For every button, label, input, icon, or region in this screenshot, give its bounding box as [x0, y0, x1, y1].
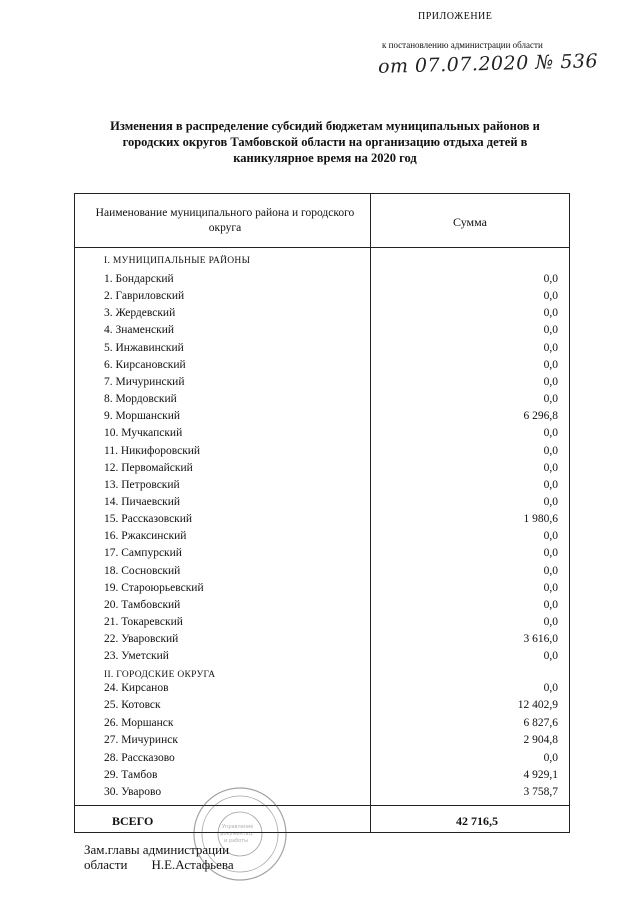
row-name: 1. Бондарский [104, 273, 174, 285]
row-value: 1 980,6 [523, 513, 558, 526]
signatory-position: Зам.главы администрации [84, 842, 230, 857]
table-row [74, 393, 570, 410]
signatory-name: Н.Е.Астафьева [151, 857, 234, 872]
total-label: ВСЕГО [112, 814, 154, 828]
row-value: 0,0 [543, 751, 558, 764]
table-row [74, 682, 570, 699]
row-name: 10. Мучкапский [104, 427, 183, 440]
table-row [74, 496, 570, 513]
row-value: 0,0 [543, 393, 558, 406]
row-value: 3 616,0 [523, 633, 558, 646]
table-row [74, 599, 570, 616]
row-value: 0,0 [543, 307, 558, 320]
row-name: 29. Тамбов [104, 769, 158, 781]
row-value: 0,0 [543, 530, 558, 543]
total-divider [74, 805, 570, 806]
row-name: 12. Первомайский [104, 461, 193, 474]
total-value: 42 716,5 [456, 814, 498, 828]
row-name: 4. Знаменский [104, 324, 175, 337]
row-value: 6 827,6 [523, 716, 558, 729]
table-row [74, 530, 570, 547]
table-row [74, 324, 570, 341]
row-value: 0,0 [543, 427, 558, 440]
row-name: 14. Пичаевский [104, 495, 181, 508]
table-row [74, 479, 570, 496]
row-value: 6 296,8 [523, 410, 558, 423]
section-municipal-districts: I. МУНИЦИПАЛЬНЫЕ РАЙОНЫ [104, 256, 251, 266]
row-name: 27. Мичуринск [104, 734, 178, 747]
row-name: 6. Кирсановский [104, 358, 186, 371]
row-value: 0,0 [543, 461, 558, 474]
section-city-districts: II. ГОРОДСКИЕ ОКРУГА [104, 670, 216, 680]
signatory-position-cont: области [84, 857, 128, 872]
row-value: 3 758,7 [523, 786, 558, 799]
row-name: 25. Котовск [104, 699, 161, 712]
table-row [74, 734, 570, 751]
row-value: 12 402,9 [517, 699, 558, 712]
document-title: Изменения в распределение субсидий бюджетам муниципальных районов и городских округов Тамбовской области на организацию отдыха детей в каникулярное время на 2020 год [110, 119, 540, 165]
row-value: 0,0 [543, 324, 558, 337]
row-value: 0,0 [543, 444, 558, 457]
row-name: 21. Токаревский [104, 616, 183, 628]
row-name: 24. Кирсанов [104, 682, 169, 694]
row-name: 22. Уваровский [104, 633, 179, 646]
table-row [74, 290, 570, 307]
appendix-label: ПРИЛОЖЕНИЕ [418, 11, 493, 22]
table-row [74, 650, 570, 667]
svg-text:документац.: документац. [220, 831, 254, 837]
row-value: 4 929,1 [523, 769, 558, 781]
table-row [74, 342, 570, 359]
table-row [74, 462, 570, 479]
row-name: 18. Сосновский [104, 564, 181, 577]
table-row [74, 307, 570, 324]
table-row [74, 547, 570, 564]
row-name: 11. Никифоровский [104, 444, 201, 457]
table-row [74, 633, 570, 650]
row-value: 0,0 [543, 341, 558, 354]
row-name: 19. Староюрьевский [104, 581, 204, 594]
row-name: 23. Уметский [104, 650, 169, 663]
row-name: 28. Рассказово [104, 751, 175, 764]
row-name: 8. Мордовский [104, 393, 177, 406]
row-value: 0,0 [543, 290, 558, 303]
table-row [74, 565, 570, 582]
row-name: 3. Жердевский [104, 307, 176, 320]
row-value: 2 904,8 [523, 734, 558, 747]
row-name: 20. Тамбовский [104, 598, 181, 611]
row-name: 15. Рассказовский [104, 513, 193, 526]
table-row [74, 376, 570, 393]
row-value: 0,0 [543, 598, 558, 611]
table-row [74, 582, 570, 599]
row-name: 13. Петровский [104, 478, 180, 491]
table-row [74, 273, 570, 290]
table-row [74, 769, 570, 786]
row-value: 0,0 [543, 495, 558, 508]
row-value: 0,0 [543, 682, 558, 694]
official-stamp-seal [190, 784, 290, 884]
table-row [74, 717, 570, 734]
svg-text:и работы: и работы [224, 838, 249, 844]
row-name: 16. Ржаксинский [104, 530, 187, 543]
row-name: 5. Инжавинский [104, 341, 184, 354]
table-row [74, 699, 570, 716]
handwritten-date-number: от 07.07.2020 № 536 [377, 50, 599, 78]
row-value: 0,0 [543, 547, 558, 560]
table-row [74, 513, 570, 530]
row-name: 7. Мичуринский [104, 375, 185, 388]
table-row [74, 616, 570, 633]
row-name: 9. Моршанский [104, 410, 181, 423]
table-row [74, 410, 570, 427]
header-divider [74, 247, 570, 248]
column-header-sum: Сумма [453, 215, 487, 229]
row-value: 0,0 [543, 564, 558, 577]
row-name: 30. Уварово [104, 786, 162, 799]
column-header-name: Наименование муниципального района и городского округа [95, 207, 355, 234]
table-row [74, 752, 570, 769]
row-value: 0,0 [543, 273, 558, 285]
row-name: 2. Гавриловский [104, 290, 185, 303]
table-row [74, 359, 570, 376]
row-value: 0,0 [543, 581, 558, 594]
row-value: 0,0 [543, 375, 558, 388]
row-value: 0,0 [543, 650, 558, 663]
table-row [74, 445, 570, 462]
row-value: 0,0 [543, 616, 558, 628]
table-row [74, 786, 570, 803]
row-name: 17. Сампурский [104, 547, 182, 560]
row-name: 26. Моршанск [104, 716, 174, 729]
svg-text:Управление: Управление [222, 824, 254, 830]
row-value: 0,0 [543, 358, 558, 371]
table-row [74, 427, 570, 444]
decree-reference: к постановлению администрации области [382, 40, 543, 50]
row-value: 0,0 [543, 478, 558, 491]
